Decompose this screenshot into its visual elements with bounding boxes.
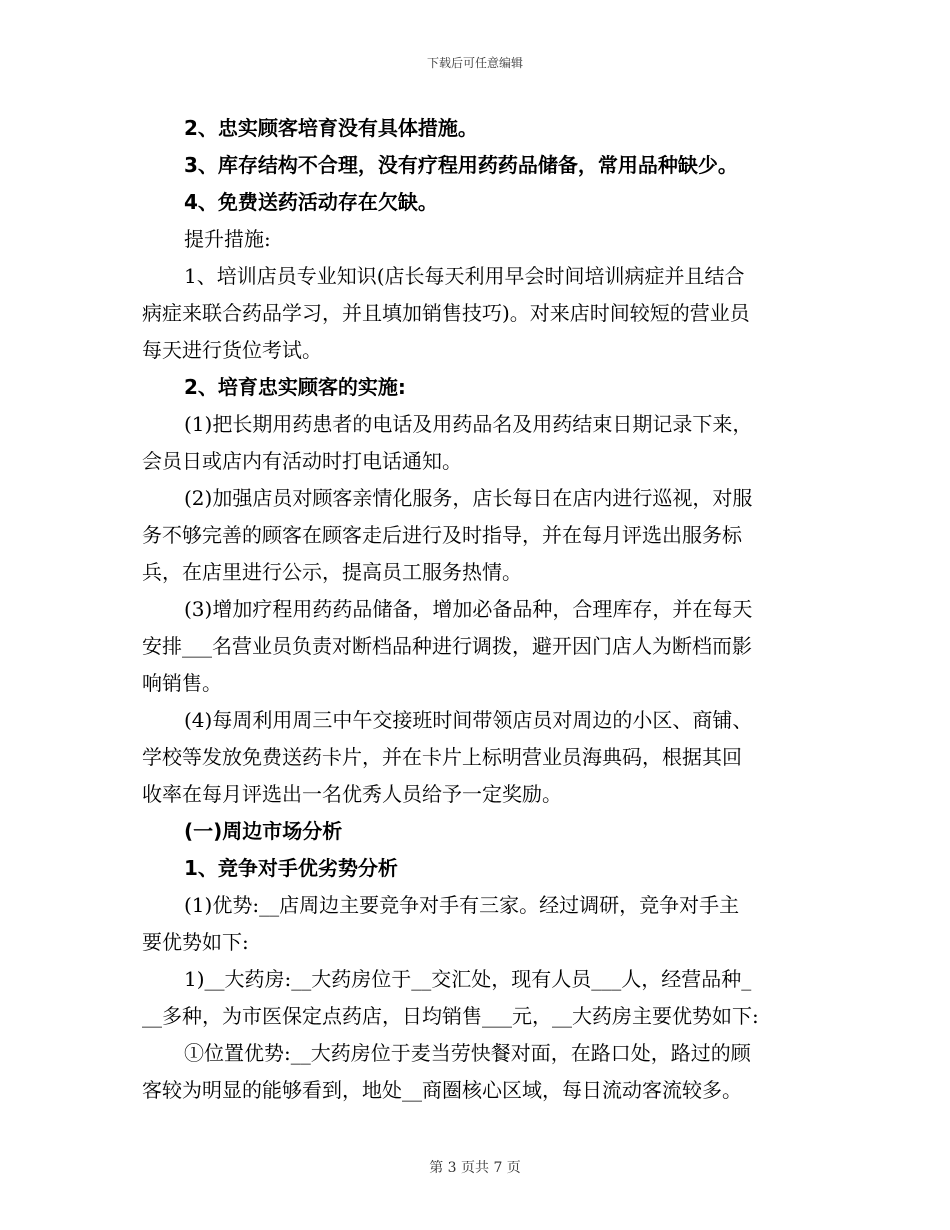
text-line: 3、库存结构不合理，没有疗程用药药品储备，常用品种缺少。 <box>184 153 738 177</box>
text-line: 要优势如下: <box>142 930 249 954</box>
text-line: ①位置优势:__大药房位于麦当劳快餐对面，在路口处，路过的顾 <box>184 1041 751 1065</box>
text-line: 1、竞争对手优劣势分析 <box>184 856 398 880</box>
page-footer: 第 3 页共 7 页 <box>429 1160 521 1176</box>
text-line: 客较为明显的能够看到，地处__商圈核心区域，每日流动客流较多。 <box>142 1078 742 1102</box>
text-line: 会员日或店内有活动时打电话通知。 <box>142 449 462 473</box>
text-line: (1)把长期用药患者的电话及用药品名及用药结束日期记录下来， <box>184 412 753 436</box>
text-line: 务不够完善的顾客在顾客走后进行及时指导，并在每月评选出服务标 <box>142 523 742 547</box>
text-line: (1)优势:__店周边主要竞争对手有三家。经过调研，竞争对手主 <box>184 893 740 917</box>
text-line: 响销售。 <box>142 671 222 695</box>
text-line: 兵，在店里进行公示，提高员工服务热情。 <box>142 560 522 584</box>
page-header: 下载后可任意编辑 <box>426 56 523 70</box>
text-line: 4、免费送药活动存在欠缺。 <box>184 190 438 214</box>
text-line: 2、忠实顾客培育没有具体措施。 <box>184 116 478 140</box>
text-line: __多种，为市医保定点药店，日均销售___元，__大药房主要优势如下: <box>142 1004 759 1028</box>
text-line: 1)__大药房:__大药房位于__交汇处，现有人员___人，经营品种_ <box>184 967 752 991</box>
text-line: 安排___名营业员负责对断档品种进行调拨，避开因门店人为断档而影 <box>142 634 752 658</box>
text-line: 学校等发放免费送药卡片，并在卡片上标明营业员海典码，根据其回 <box>142 745 742 769</box>
text-line: 收率在每月评选出一名优秀人员给予一定奖励。 <box>142 782 562 806</box>
text-line: 提升措施: <box>184 227 271 251</box>
text-line: (2)加强店员对顾客亲情化服务，店长每日在店内进行巡视，对服 <box>184 486 753 510</box>
text-line: 1、培训店员专业知识(店长每天利用早会时间培训病症并且结合 <box>184 264 745 288</box>
text-line: 病症来联合药品学习，并且填加销售技巧)。对来店时间较短的营业员 <box>142 301 750 325</box>
text-line: 2、培育忠实顾客的实施: <box>184 375 406 399</box>
text-line: (4)每周利用周三中午交接班时间带领店员对周边的小区、商铺、 <box>184 708 753 732</box>
text-line: (一)周边市场分析 <box>184 819 343 843</box>
text-line: 每天进行货位考试。 <box>142 338 322 362</box>
text-line: (3)增加疗程用药药品储备，增加必备品种，合理库存，并在每天 <box>184 597 753 621</box>
document-body <box>142 110 802 1109</box>
